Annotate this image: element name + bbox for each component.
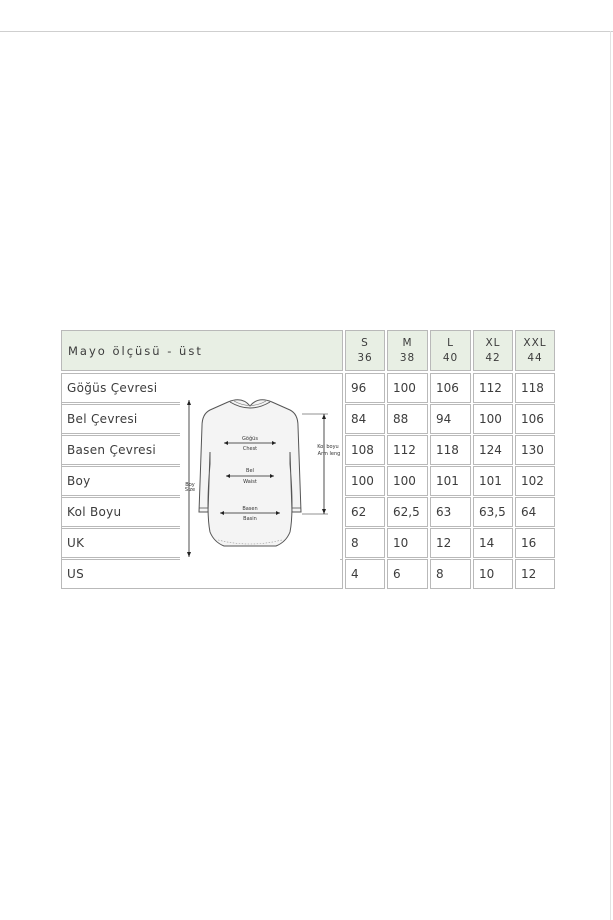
- table-cell: 118: [515, 373, 555, 403]
- table-cell: 108: [345, 435, 385, 465]
- table-title: Mayo ölçüsü - üst: [61, 330, 343, 371]
- table-cell: 112: [473, 373, 513, 403]
- hip-label-tr: Basen: [242, 506, 258, 512]
- size-eu: 40: [442, 351, 459, 364]
- table-cell: 100: [387, 466, 428, 496]
- table-cell: 64: [515, 497, 555, 527]
- row-label: UK: [61, 528, 181, 558]
- hip-label-en: Basin: [243, 516, 257, 522]
- size-eu: 42: [485, 351, 501, 364]
- size-label: S: [361, 336, 369, 349]
- table-cell: 96: [345, 373, 385, 403]
- table-cell: 88: [387, 404, 428, 434]
- size-header-s: [345, 330, 385, 371]
- size-label: XXL: [523, 336, 547, 349]
- row-label: Boy: [61, 466, 181, 496]
- table-cell: 106: [430, 373, 471, 403]
- size-header-xxl: [515, 330, 555, 371]
- size-label: M: [402, 336, 413, 349]
- waist-label-tr: Bel: [246, 468, 254, 474]
- table-cell: 124: [473, 435, 513, 465]
- table-cell: 100: [387, 373, 428, 403]
- table-cell: 100: [345, 466, 385, 496]
- row-label: Basen Çevresi: [61, 435, 181, 465]
- garment-illustration: [180, 392, 340, 562]
- table-cell: 101: [473, 466, 513, 496]
- table-cell: 10: [473, 559, 513, 589]
- length-label-en: Size: [184, 487, 196, 493]
- table-cell: 63,5: [473, 497, 513, 527]
- table-cell: 62,5: [387, 497, 428, 527]
- size-eu: 38: [399, 351, 416, 364]
- table-cell: 106: [515, 404, 555, 434]
- table-cell: 12: [430, 528, 471, 558]
- chest-label-en: Chest: [242, 446, 258, 452]
- table-cell: 4: [345, 559, 385, 589]
- table-cell: 8: [430, 559, 471, 589]
- table-cell: 84: [345, 404, 385, 434]
- size-label: L: [447, 336, 454, 349]
- size-label: XL: [485, 336, 501, 349]
- size-header-l: [430, 330, 471, 371]
- table-cell: 6: [387, 559, 428, 589]
- top-divider: [0, 31, 613, 32]
- table-cell: 63: [430, 497, 471, 527]
- table-cell: 12: [515, 559, 555, 589]
- table-cell: 62: [345, 497, 385, 527]
- table-cell: 102: [515, 466, 555, 496]
- row-label: Kol Boyu: [61, 497, 181, 527]
- length-label-tr: Boy: [185, 482, 195, 488]
- garment-diagram: [180, 392, 340, 562]
- size-eu: 36: [357, 351, 373, 364]
- size-header-xl: [473, 330, 513, 371]
- table-cell: 118: [430, 435, 471, 465]
- table-cell: 8: [345, 528, 385, 558]
- row-label: US: [61, 559, 343, 589]
- right-divider: [610, 31, 611, 920]
- table-cell: 10: [387, 528, 428, 558]
- table-cell: 112: [387, 435, 428, 465]
- table-cell: 100: [473, 404, 513, 434]
- table-cell: 14: [473, 528, 513, 558]
- chest-label-tr: Göğüs: [242, 436, 258, 442]
- table-cell: 101: [430, 466, 471, 496]
- row-label: Göğüs Çevresi: [61, 373, 181, 403]
- arm-label-tr: Kol boyu: [317, 444, 339, 450]
- waist-label-en: Waist: [243, 479, 257, 485]
- size-header-m: [387, 330, 428, 371]
- size-eu: 44: [527, 351, 543, 364]
- table-cell: 130: [515, 435, 555, 465]
- row-label: Bel Çevresi: [61, 404, 181, 434]
- arm-label-en: Arm leng: [317, 451, 340, 457]
- table-cell: 94: [430, 404, 471, 434]
- table-cell: 16: [515, 528, 555, 558]
